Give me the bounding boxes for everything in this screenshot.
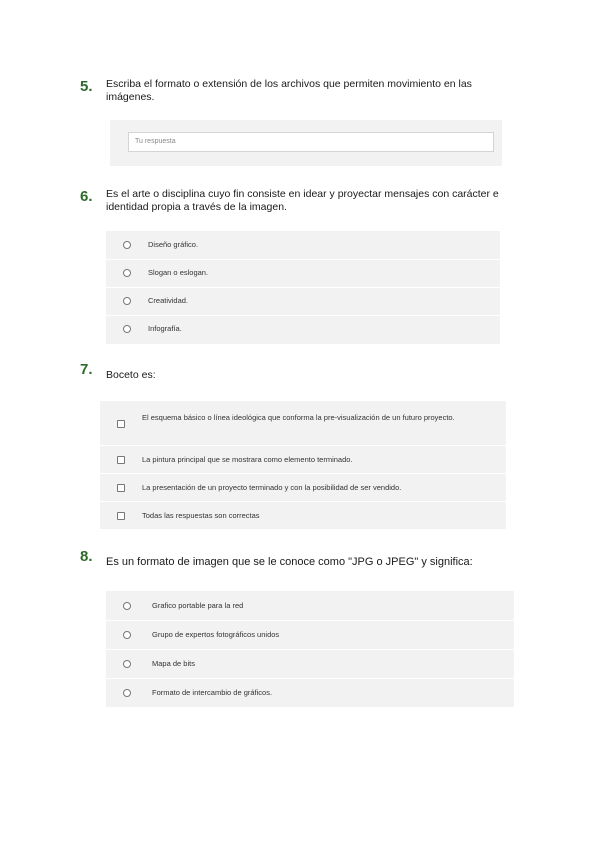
question-text: Es un formato de imagen que se le conoce como "JPG o JPEG" y significa: xyxy=(106,556,473,568)
radio-button[interactable] xyxy=(123,660,131,668)
option-label: Infografía. xyxy=(148,324,182,333)
option-row[interactable] xyxy=(100,401,506,446)
option-row[interactable] xyxy=(106,591,514,621)
option-row[interactable] xyxy=(106,649,514,679)
question-6 xyxy=(80,188,520,214)
option-label: Slogan o eslogan. xyxy=(148,268,209,277)
question-number: 7. xyxy=(80,361,93,378)
option-row[interactable] xyxy=(106,231,500,260)
question-number: 6. xyxy=(80,188,93,205)
radio-button[interactable] xyxy=(123,631,131,639)
radio-button[interactable] xyxy=(123,325,131,333)
option-label: La presentación de un proyecto terminado y con la posibilidad de ser vendido. xyxy=(142,483,402,492)
option-row[interactable] xyxy=(100,473,506,502)
question-number: 5. xyxy=(80,78,93,95)
options-box-8 xyxy=(106,591,514,707)
checkbox[interactable] xyxy=(117,456,125,464)
answer-input[interactable]: Tu respuesta xyxy=(128,132,494,152)
option-row[interactable] xyxy=(106,620,514,650)
checkbox[interactable] xyxy=(117,512,125,520)
option-row[interactable] xyxy=(106,259,500,288)
question-text: Boceto es: xyxy=(106,369,156,381)
option-label: Grupo de expertos fotográficos unidos xyxy=(152,630,280,639)
option-label: Mapa de bits xyxy=(152,659,195,668)
option-row[interactable] xyxy=(106,287,500,316)
answer-box-5 xyxy=(110,120,502,166)
question-number: 8. xyxy=(80,548,93,565)
question-5 xyxy=(80,78,520,104)
question-7 xyxy=(80,361,520,382)
option-label: Todas las respuestas son correctas xyxy=(142,511,260,520)
option-label: Grafico portable para la red xyxy=(152,601,244,610)
question-text: Escriba el formato o extensión de los archivos que permiten movimiento en las imágenes. xyxy=(106,78,472,103)
option-row[interactable] xyxy=(100,501,506,529)
option-label: Formato de intercambio de gráficos. xyxy=(152,688,273,697)
option-label: Creatividad. xyxy=(148,296,189,305)
radio-button[interactable] xyxy=(123,689,131,697)
question-8 xyxy=(80,548,540,569)
radio-button[interactable] xyxy=(123,269,131,277)
radio-button[interactable] xyxy=(123,241,131,249)
question-text: Es el arte o disciplina cuyo fin consiste en idear y proyectar mensajes con carácter e identidad propia a través de la imagen. xyxy=(106,188,499,213)
radio-button[interactable] xyxy=(123,297,131,305)
options-box-7 xyxy=(100,401,506,529)
radio-button[interactable] xyxy=(123,602,131,610)
option-label: Diseño gráfico. xyxy=(148,240,199,249)
option-row[interactable] xyxy=(106,315,500,344)
option-label: La pintura principal que se mostrara como elemento terminado. xyxy=(142,455,353,464)
options-box-6 xyxy=(106,231,500,344)
option-row[interactable] xyxy=(106,678,514,707)
checkbox[interactable] xyxy=(117,484,125,492)
option-label: El esquema básico o línea ideológica que conforma la pre-visualización de un futuro proyecto. xyxy=(142,413,455,422)
checkbox[interactable] xyxy=(117,420,125,428)
option-row[interactable] xyxy=(100,445,506,474)
